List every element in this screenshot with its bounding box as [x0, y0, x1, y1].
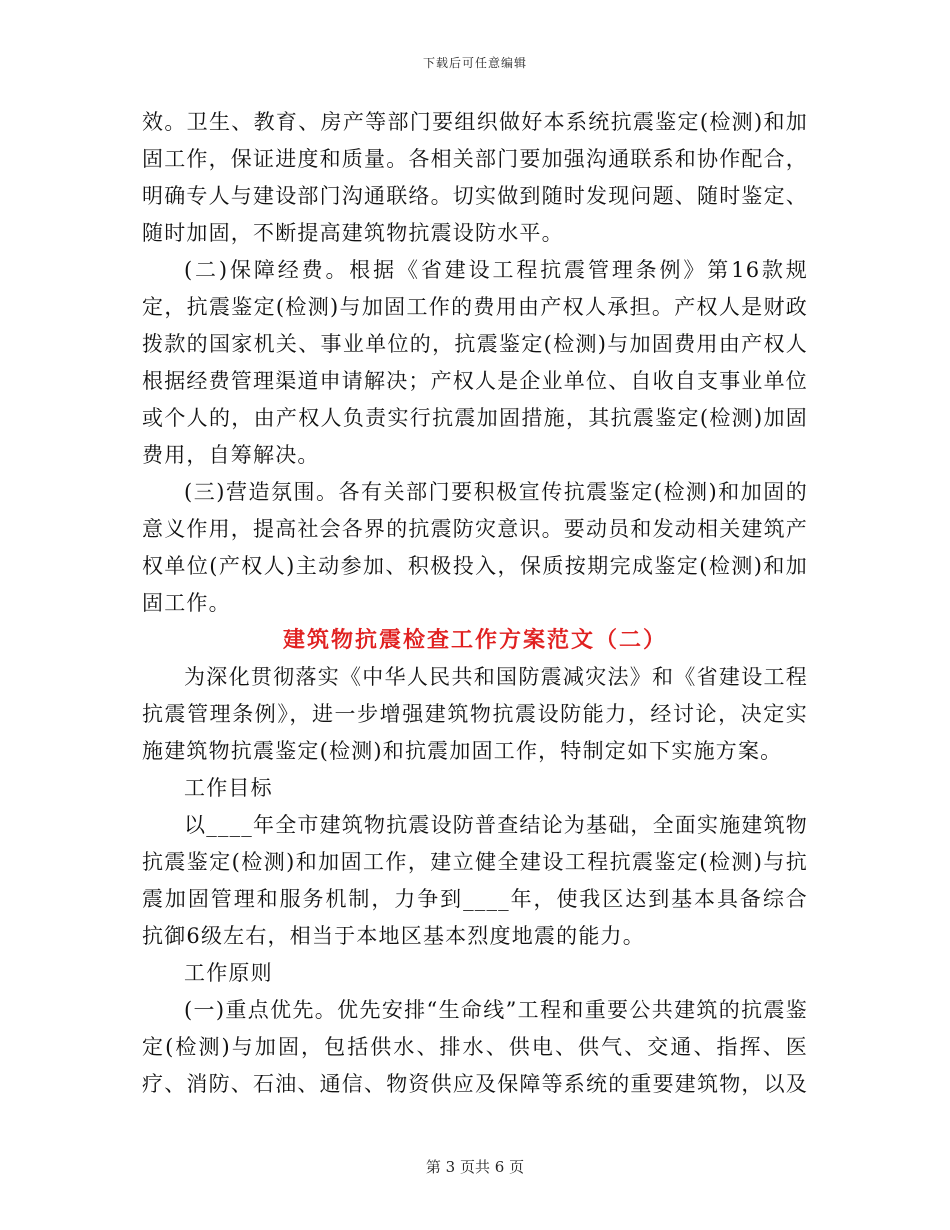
page-header-note: 下载后可任意编辑	[422, 56, 527, 70]
document-body	[142, 104, 808, 1103]
subheading-work-principle: 工作原则	[184, 961, 273, 985]
subheading-work-goal: 工作目标	[184, 776, 273, 800]
paragraph-atmosphere: (三)营造氛围。各有关部门要积极宣传抗震鉴定(检测)和加固的意义作用，提高社会各界的抗震防灾意识。要动员和发动相关建筑产权单位(产权人)主动参加、积极投入，保质按期完成鉴定(检测)和加固工作。	[142, 480, 808, 615]
paragraph-intro: 为深化贯彻落实《中华人民共和国防震减灾法》和《省建设工程抗震管理条例》，进一步增强建筑物抗震设防能力，经讨论，决定实施建筑物抗震鉴定(检测)和抗震加固工作，特制定如下实施方案。	[142, 665, 808, 763]
paragraph-funding: (二)保障经费。根据《省建设工程抗震管理条例》第16款规定，抗震鉴定(检测)与加固工作的费用由产权人承担。产权人是财政拨款的国家机关、事业单位的，抗震鉴定(检测)与加固费用由产权人根据经费管理渠道申请解决；产权人是企业单位、自收自支事业单位或个人的，由产权人负责实行抗震加固措施，其抗震鉴定(检测)加固费用，自筹解决。	[142, 258, 808, 467]
paragraph-continuation: 效。卫生、教育、房产等部门要组织做好本系统抗震鉴定(检测)和加固工作，保证进度和质量。各相关部门要加强沟通联系和协作配合，明确专人与建设部门沟通联络。切实做到随时发现问题、随时鉴定、随时加固，不断提高建筑物抗震设防水平。	[142, 110, 808, 245]
paragraph-work-goal: 以____年全市建筑物抗震设防普查结论为基础，全面实施建筑物抗震鉴定(检测)和加固工作，建立健全建设工程抗震鉴定(检测)与抗震加固管理和服务机制，力争到____年，使我区达到基本具备综合抗御6级左右，相当于本地区基本烈度地震的能力。	[142, 813, 808, 948]
paragraph-priority: (一)重点优先。优先安排“生命线”工程和重要公共建筑的抗震鉴定(检测)与加固，包括供水、排水、供电、供气、交通、指挥、医疗、消防、石油、通信、物资供应及保障等系统的重要建筑物，以及	[142, 998, 808, 1096]
page-number: 第 3 页共 6 页	[425, 1158, 525, 1176]
section-title: 建筑物抗震检查工作方案范文（二）	[282, 627, 667, 653]
